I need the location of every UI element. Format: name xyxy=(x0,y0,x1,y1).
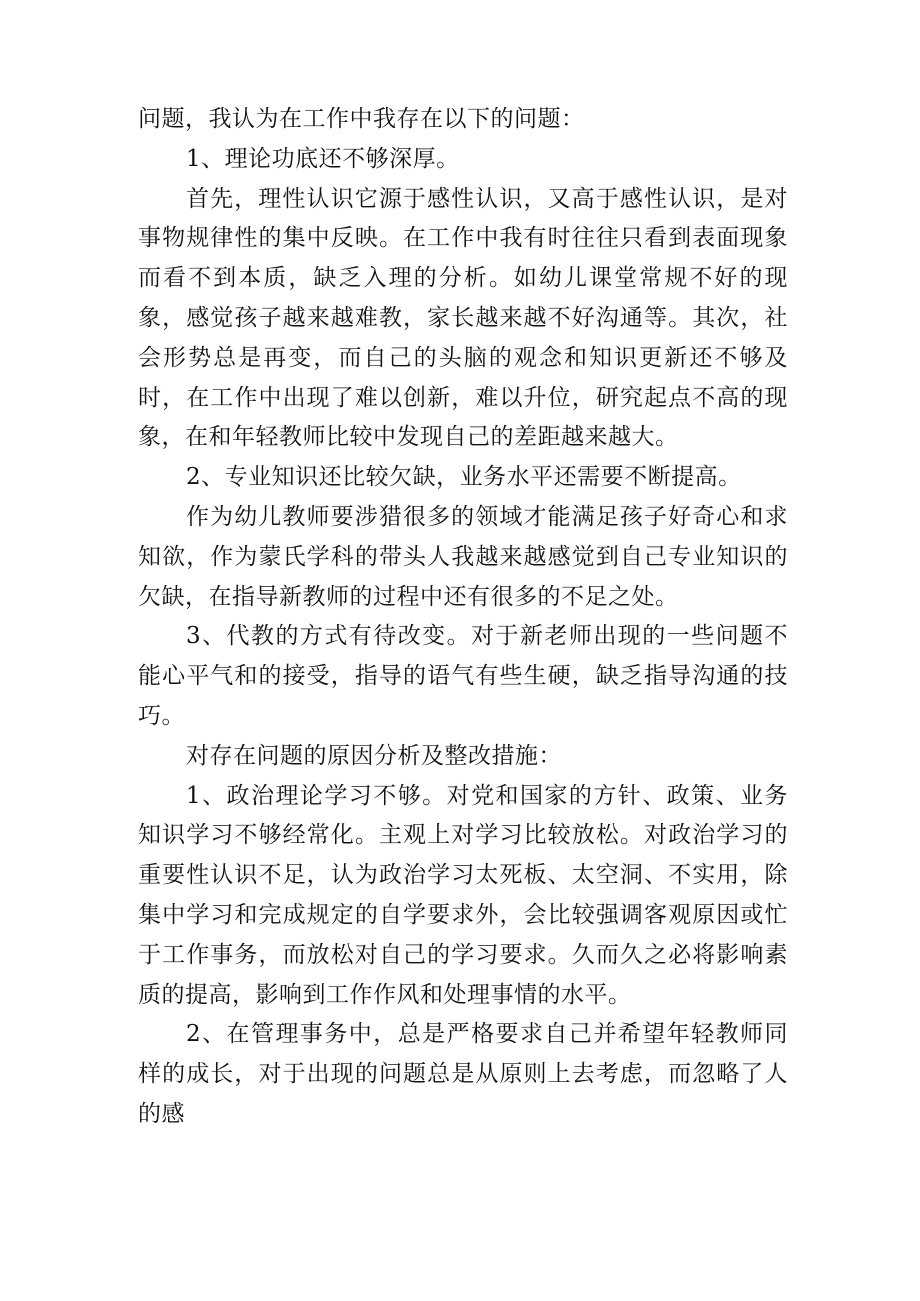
paragraph-problems-intro: 问题，我认为在工作中我存在以下的问题： xyxy=(138,106,585,132)
document-body xyxy=(138,100,788,1135)
paragraph-cause-1: 1、政治理论学习不够。对党和国家的方针、政策、业务知识学习不够经常化。主观上对学习比较放松。对政治学习的重要性认识不足，认为政治学习太死板、太空洞、不实用，除集中学习和完成规定的自学要求外，会比较强调客观原因或忙于工作事务，而放松对自己的学习要求。久而久之必将影响素质的提高，影响到工作作风和处理事情的水平。 xyxy=(138,782,788,1008)
paragraph-causes-heading: 对存在问题的原因分析及整改措施： xyxy=(186,742,562,769)
paragraph-issue-1-heading: 1、理论功底还不够深厚。 xyxy=(186,145,460,172)
paragraph-issue-2-detail: 作为幼儿教师要涉猎很多的领域才能满足孩子好奇心和求知欲，作为蒙氏学科的带头人我越来越感觉到自己专业知识的欠缺，在指导新教师的过程中还有很多的不足之处。 xyxy=(138,503,788,610)
paragraph-issue-1-detail: 首先，理性认识它源于感性认识，又高于感性认识，是对事物规律性的集中反映。在工作中我有时往往只看到表面现象而看不到本质，缺乏入理的分析。如幼儿课堂常规不好的现象，感觉孩子越来越难教，家长越来越不好沟通等。其次，社会形势总是再变，而自己的头脑的观念和知识更新还不够及时，在工作中出现了难以创新，难以升位，研究起点不高的现象，在和年轻教师比较中发现自己的差距越来越大。 xyxy=(138,185,788,451)
paragraph-cause-2: 2、在管理事务中，总是严格要求自己并希望年轻教师同样的成长，对于出现的问题总是从原则上去考虑，而忽略了人的感 xyxy=(138,1021,788,1127)
paragraph-issue-2-heading: 2、专业知识还比较欠缺，业务水平还需要不断提高。 xyxy=(186,464,742,491)
paragraph-issue-3: 3、代教的方式有待改变。对于新老师出现的一些问题不能心平气和的接受，指导的语气有些生硬，缺乏指导沟通的技巧。 xyxy=(138,623,788,729)
